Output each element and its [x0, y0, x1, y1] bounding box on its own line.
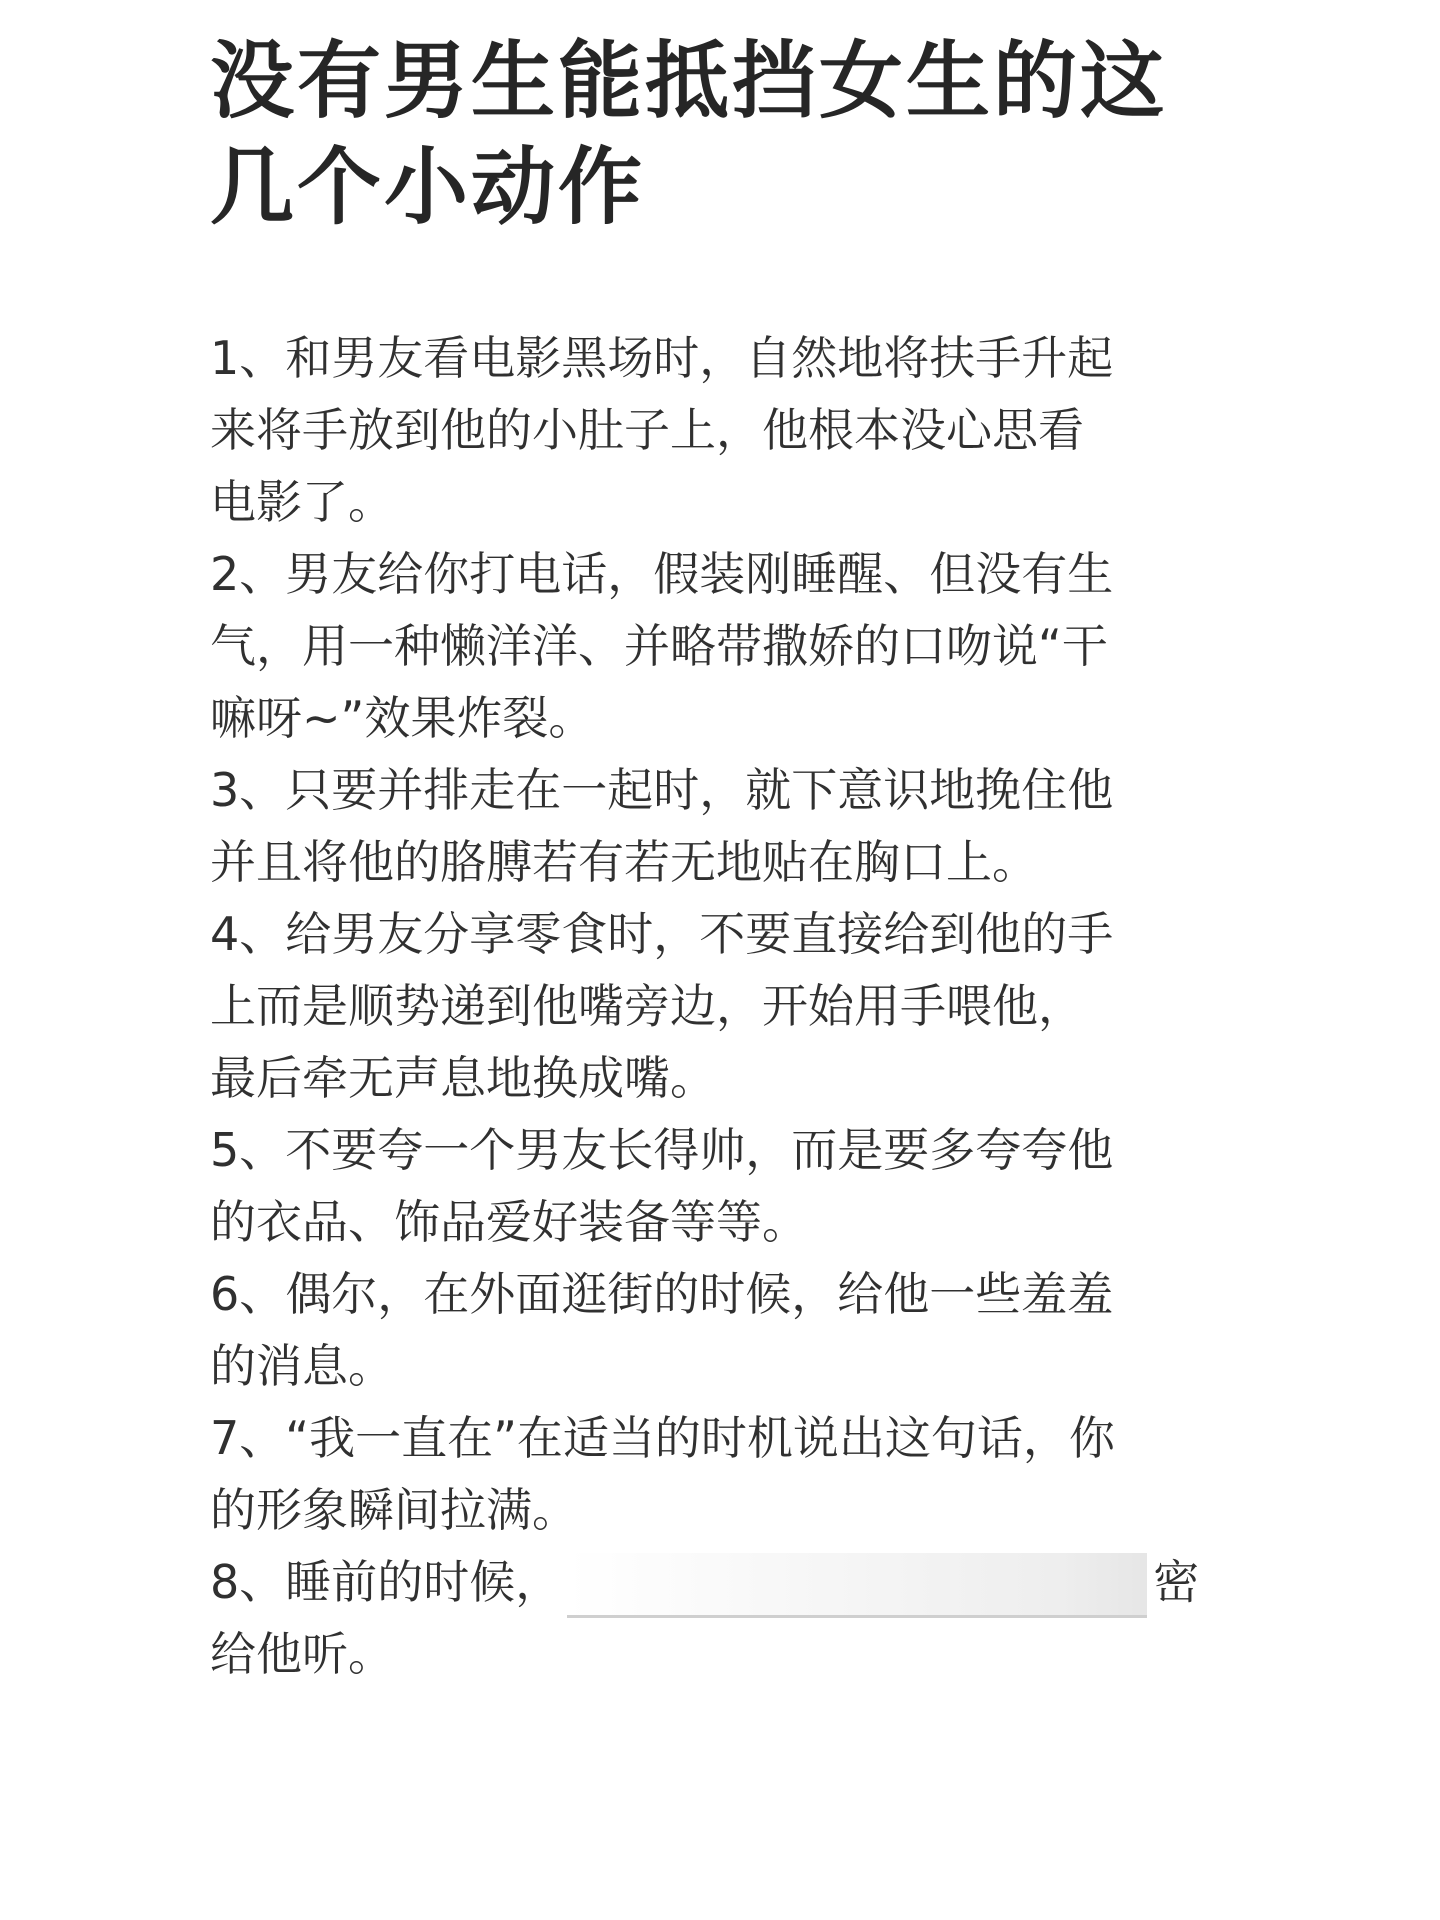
text-line	[210, 1546, 1240, 1618]
text-line: 3、只要并排走在一起时，就下意识地挽住他	[210, 763, 1114, 817]
text-segment: 8、睡前的时候，	[210, 1555, 562, 1609]
article-body	[210, 322, 1240, 1690]
text-line: 的消息。	[210, 1339, 394, 1393]
text-line: 2、男友给你打电话，假装刚睡醒、但没有生	[210, 547, 1114, 601]
text-line: 5、不要夸一个男友长得帅，而是要多夸夸他	[210, 1123, 1114, 1177]
list-item-3	[210, 754, 1240, 898]
text-line: 并且将他的胳膊若有若无地贴在胸口上。	[210, 835, 1038, 889]
text-line: 给他听。	[210, 1627, 394, 1681]
text-line: 7、“我一直在”在适当的时机说出这句话，你	[210, 1411, 1115, 1465]
text-line: 嘛呀~”效果炸裂。	[210, 691, 595, 745]
title-line-1: 没有男生能抵挡女生的这	[210, 32, 1168, 130]
text-line: 来将手放到他的小肚子上，他根本没心思看	[210, 403, 1084, 457]
text-line: 电影了。	[210, 475, 394, 529]
list-item-5	[210, 1114, 1240, 1258]
redacted-block	[567, 1553, 1147, 1618]
text-segment: 密	[1153, 1555, 1200, 1609]
text-line: 上而是顺势递到他嘴旁边，开始用手喂他，	[210, 979, 1084, 1033]
text-line: 6、偶尔，在外面逛街的时候，给他一些羞羞	[210, 1267, 1114, 1321]
list-item-6	[210, 1258, 1240, 1402]
title-line-2: 几个小动作	[210, 138, 646, 236]
list-item-2	[210, 538, 1240, 754]
list-item-8	[210, 1546, 1240, 1690]
text-line: 的衣品、饰品爱好装备等等。	[210, 1195, 808, 1249]
list-item-4	[210, 898, 1240, 1114]
page-title	[210, 28, 1240, 240]
list-item-7	[210, 1402, 1240, 1546]
list-item-1	[210, 322, 1240, 538]
text-line: 1、和男友看电影黑场时，自然地将扶手升起	[210, 331, 1114, 385]
text-line: 的形象瞬间拉满。	[210, 1483, 578, 1537]
text-line: 4、给男友分享零食时，不要直接给到他的手	[210, 907, 1114, 961]
text-line: 最后牵无声息地换成嘴。	[210, 1051, 716, 1105]
text-line: 气，用一种懒洋洋、并略带撒娇的口吻说“干	[210, 619, 1108, 673]
